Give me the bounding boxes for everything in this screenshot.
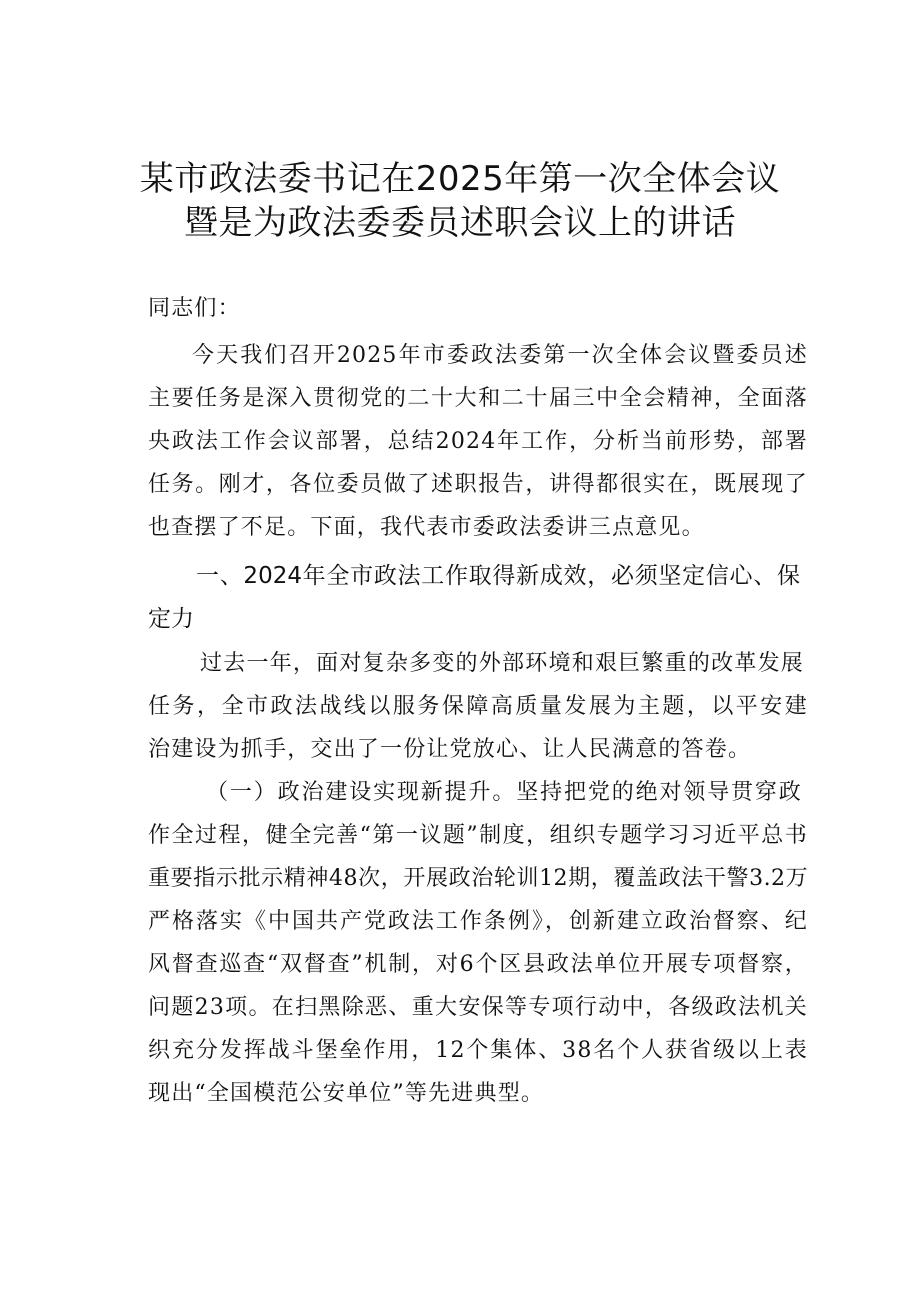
paragraph-line: 现出“全国模范公安单位”等先进典型。 — [148, 1081, 545, 1106]
paragraph-line: 任务。刚才，各位委员做了述职报告，讲得都很实在，既展现了 — [148, 472, 808, 497]
section-heading: 一、2024年全市政法工作取得新成效，必须坚定信心、保 — [196, 563, 800, 589]
paragraph-line: 主要任务是深入贯彻党的二十大和二十届三中全会精神，全面落 — [148, 386, 808, 411]
paragraph-line: （一）政治建设实现新提升。坚持把党的绝对领导贯穿政 — [206, 780, 802, 805]
paragraph-line: 也查摆了不足。下面，我代表市委政法委讲三点意见。 — [148, 515, 705, 540]
salutation: 同志们： — [148, 296, 241, 321]
section-heading: 定力 — [148, 606, 194, 632]
paragraph-line: 央政法工作会议部署，总结2024年工作，分析当前形势，部署 — [148, 429, 808, 454]
paragraph-line: 过去一年，面对复杂多变的外部环境和艰巨繁重的改革发展 — [200, 651, 804, 676]
paragraph-line: 织充分发挥战斗堡垒作用，12个集体、38名个人获省级以上表 — [148, 1038, 808, 1063]
paragraph-line: 今天我们召开2025年市委政法委第一次全体会议暨委员述 — [192, 343, 808, 368]
title-line: 某市政法委书记在2025年第一次全体会议 — [139, 159, 781, 199]
paragraph-line: 重要指示批示精神48次，开展政治轮训12期，覆盖政法干警3.2万 — [148, 866, 808, 891]
paragraph-line: 作全过程，健全完善“第一议题”制度，组织专题学习习近平总书 — [148, 823, 808, 848]
paragraph-line: 严格落实《中国共产党政法工作条例》，创新建立政治督察、纪 — [148, 909, 808, 934]
paragraph-line: 任务，全市政法战线以服务保障高质量发展为主题，以平安建 — [148, 694, 808, 719]
paragraph-line: 风督查巡查“双督查”机制，对6个区县政法单位开展专项督察， — [148, 952, 808, 977]
paragraph-line: 问题23项。在扫黑除恶、重大安保等专项行动中，各级政法机关 — [148, 995, 808, 1020]
title-line: 暨是为政法委委员述职会议上的讲话 — [184, 203, 736, 243]
paragraph-line: 治建设为抓手，交出了一份让党放心、让人民满意的答卷。 — [148, 737, 752, 762]
